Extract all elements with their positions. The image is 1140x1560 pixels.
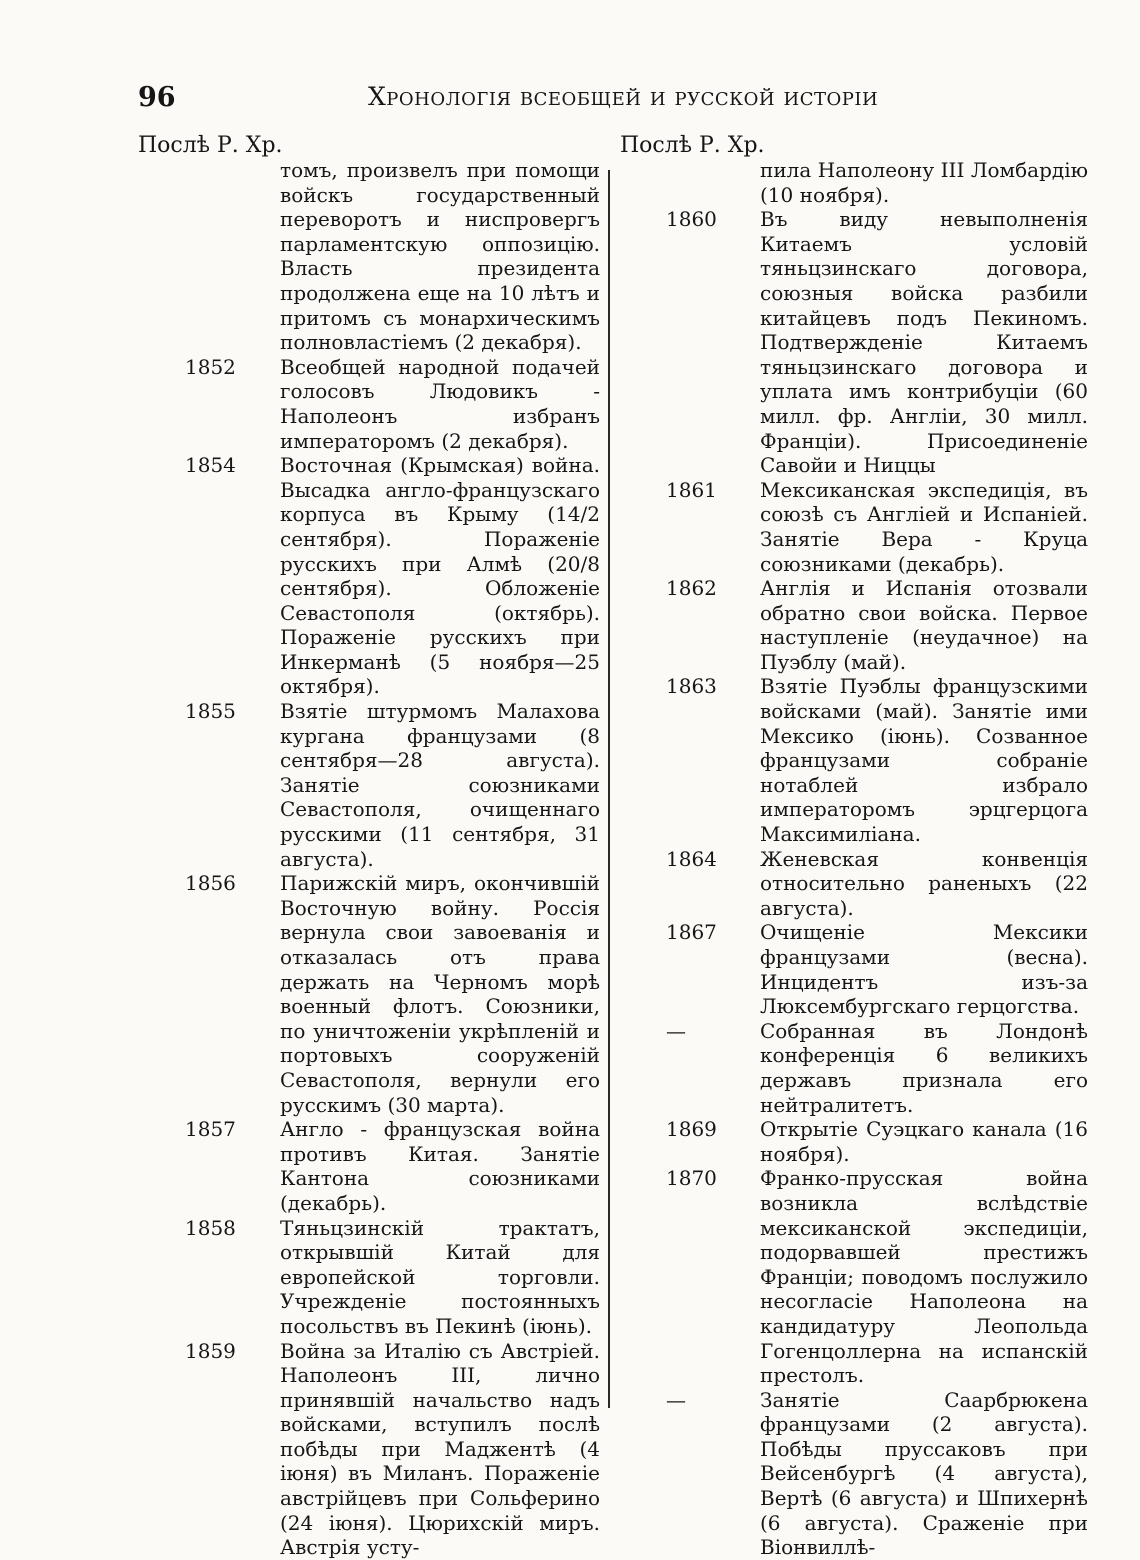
entry-year: 1860 [666,207,717,232]
continuation-text: томъ, произвелъ при помощи войскъ государственный переворотъ и ниспровергъ парламентскую оппозицію. Власть президента продолжена еще на 10 лѣтъ и притомъ съ монархическимъ полновластіемъ (2 декабря). [280,158,600,355]
entry-year: 1855 [185,699,236,724]
entry-year: 1869 [666,1117,717,1142]
entry-text: Въ виду невыполненія Китаемъ условій тяньцзинскаго договора, союзныя войска разбили китайцевъ подъ Пекиномъ. Подтвержденіе Китаемъ тяньцзинскаго договора и уплата имъ контрибуціи (60 милл. фр. Англіи, 30 милл. Франціи). Присоединеніе Савойи и Ниццы [760,207,1088,478]
chronology-entry [160,1339,602,1560]
entry-text: Тяньцзинскій трактатъ, открывшій Китай для европейской торговли. Учрежденіе постоянныхъ посольствъ въ Пекинѣ (іюнь). [280,1215,600,1338]
entry-text: Парижскій миръ, окончившій Восточную войну. Россія вернула свои завоеванія и отказалась отъ права держать на Черномъ морѣ военный флотъ. Союзники, по уничтоженіи укрѣпленій и портовыхъ сооруженій Севастополя, вернули его русскимъ (30 марта). [280,871,600,1117]
entry-year: 1862 [666,576,717,601]
entry-year: 1854 [185,453,236,478]
chronology-entry [640,478,1090,576]
page-number: 96 [138,82,176,113]
chronology-entry [640,1019,1090,1117]
entry-text: Франко-прусская война возникла вслѣдствіе мексиканской экспедиціи, подорвавшей престижъ Франціи; поводомъ послужило несогласіе Наполеона на кандидатуру Леопольда Гогенцоллерна на испанскій престолъ. [760,1166,1088,1388]
entry-text: Англія и Испанія отозвали обратно свои войска. Первое наступленіе (неудачное) на Пуэблу (май). [760,576,1088,674]
right-continuation [640,158,1090,207]
chronology-entry [160,699,602,871]
chronology-entry [160,1216,602,1339]
entry-year: 1856 [185,871,236,896]
continuation-text: пила Наполеону III Ломбардію (10 ноября). [760,158,1088,207]
entry-text: Взятіе штурмомъ Малахова кургана французами (8 сентября—28 августа). Занятіе союзниками Севастополя, очищеннаго русскими (11 сентября, 31 августа). [280,699,600,871]
entry-year: 1852 [185,354,236,379]
right-column [640,158,1090,1560]
left-continuation [160,158,602,355]
entry-year: 1864 [666,846,717,871]
entry-text: Очищеніе Мексики французами (весна). Инцидентъ изъ-за Люксембургскаго герцогства. [760,920,1088,1019]
chronology-entry [160,453,602,699]
entry-text: Занятіе Саарбрюкена французами (2 августа). Побѣды пруссаковъ при Вейсенбургѣ (4 августа), Вертѣ (6 августа) и Шпихернѣ (6 августа). Сраженіе при Віонвиллѣ- [760,1387,1088,1560]
chronology-entry [160,355,602,453]
entry-year: — [666,1018,686,1043]
entry-year: 1863 [666,674,717,699]
column-divider [608,170,610,1408]
chronology-entry [640,1388,1090,1560]
chronology-entry [640,207,1090,478]
entry-text: Открытіе Суэцкаго канала (16 ноября). [760,1117,1088,1166]
entry-year: 1858 [185,1215,236,1240]
chronology-entry [640,674,1090,846]
chronology-entry [640,1117,1090,1166]
right-era-label: Послѣ Р. Хр. [620,133,765,158]
chronology-entry [640,920,1090,1018]
entry-text: Война за Италію съ Австріей. Наполеонъ III, лично принявшій начальство надъ войсками, вступилъ послѣ побѣды при Маджентѣ (4 іюня) въ Миланъ. Пораженіе австрійцевъ при Сольферино (24 іюня). Цюрихскій миръ. Австрія усту- [280,1338,600,1560]
entry-text: Мексиканская экспедиція, въ союзѣ съ Англіей и Испаніей. Занятіе Вера - Круца союзниками (декабрь). [760,477,1088,576]
entry-text: Всеобщей народной подачей голосовъ Людовикъ - Наполеонъ избранъ императоромъ (2 декабря). [280,354,600,453]
entry-text: Англо - французская война противъ Китая. Занятіе Кантона союзниками (декабрь). [280,1117,600,1215]
chronology-entry [640,576,1090,674]
chronology-entry [160,1117,602,1215]
entry-text: Собранная въ Лондонѣ конференція 6 великихъ державъ признала его нейтралитетъ. [760,1018,1088,1117]
entry-year: 1870 [666,1166,717,1191]
chronology-entry [640,847,1090,921]
left-column [160,158,602,1560]
running-title: Хронологія всеобщей и русской исторіи [368,82,879,111]
entry-year: — [666,1387,686,1412]
left-era-label: Послѣ Р. Хр. [138,133,283,158]
entry-year: 1867 [666,920,717,945]
entry-text: Взятіе Пуэблы французскими войсками (май). Занятіе ими Мексико (іюнь). Созванное французами собраніе нотаблей избрало императоромъ эрцгерцога Максимиліана. [760,674,1088,847]
entry-year: 1859 [185,1338,236,1363]
entry-text: Женевская конвенція относительно раненыхъ (22 августа). [760,846,1088,920]
chronology-entry [640,1166,1090,1387]
chronology-entry [160,871,602,1117]
entry-year: 1857 [185,1117,236,1142]
entry-year: 1861 [666,477,717,502]
entry-text: Восточная (Крымская) война. Высадка англо-французскаго корпуса въ Крыму (14/2 сентября). Пораженіе русскихъ при Алмѣ (20/8 сентября). Обложеніе Севастополя (октябрь). Пораженіе русскихъ при Инкерманѣ (5 ноября—25 октября). [280,453,600,699]
